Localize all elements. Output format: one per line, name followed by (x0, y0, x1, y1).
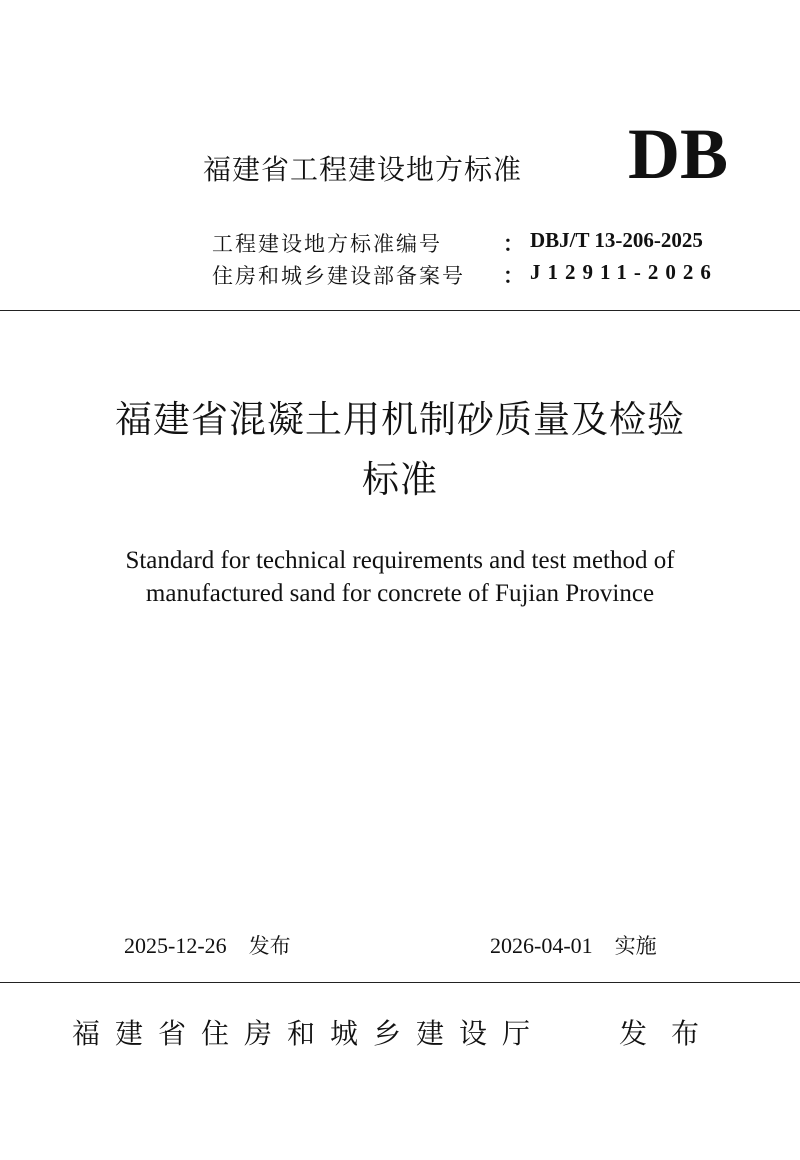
standard-series-label: 福建省工程建设地方标准 (203, 153, 523, 186)
implementation-date-value: 2026-04-01 (490, 933, 593, 958)
title-english-line1: Standard for technical requirements and test method of (125, 547, 675, 574)
issuing-action: 发布 (619, 1017, 724, 1050)
issue-date (124, 930, 291, 960)
implementation-date (490, 930, 657, 960)
title-chinese (0, 390, 800, 510)
standard-number-row (0, 228, 800, 258)
title-english (0, 544, 800, 610)
issue-date-value: 2025-12-26 (124, 933, 227, 958)
standard-number-colon: ： (503, 232, 524, 256)
standard-number-label: 工程建设地方标准编号 (212, 232, 442, 256)
title-chinese-line2: 标准 (362, 458, 438, 501)
record-number-row (0, 260, 800, 290)
issue-date-label: 发布 (248, 934, 291, 958)
implementation-date-label: 实施 (614, 934, 657, 958)
issuing-authority: 福建省住房和城乡建设厅 (72, 1017, 546, 1050)
top-divider (0, 310, 800, 311)
title-english-line2: manufactured sand for concrete of Fujian Province (145, 580, 655, 607)
record-number-colon: ： (503, 264, 524, 288)
bottom-divider (0, 982, 800, 983)
record-number-label: 住房和城乡建设部备案号 (212, 264, 465, 288)
record-number-value: J12911-2026 (530, 260, 718, 284)
title-chinese-line1: 福建省混凝土用机制砂质量及检验 (115, 398, 685, 441)
db-mark: DB (628, 114, 729, 194)
standard-number-value: DBJ/T 13-206-2025 (530, 228, 703, 252)
